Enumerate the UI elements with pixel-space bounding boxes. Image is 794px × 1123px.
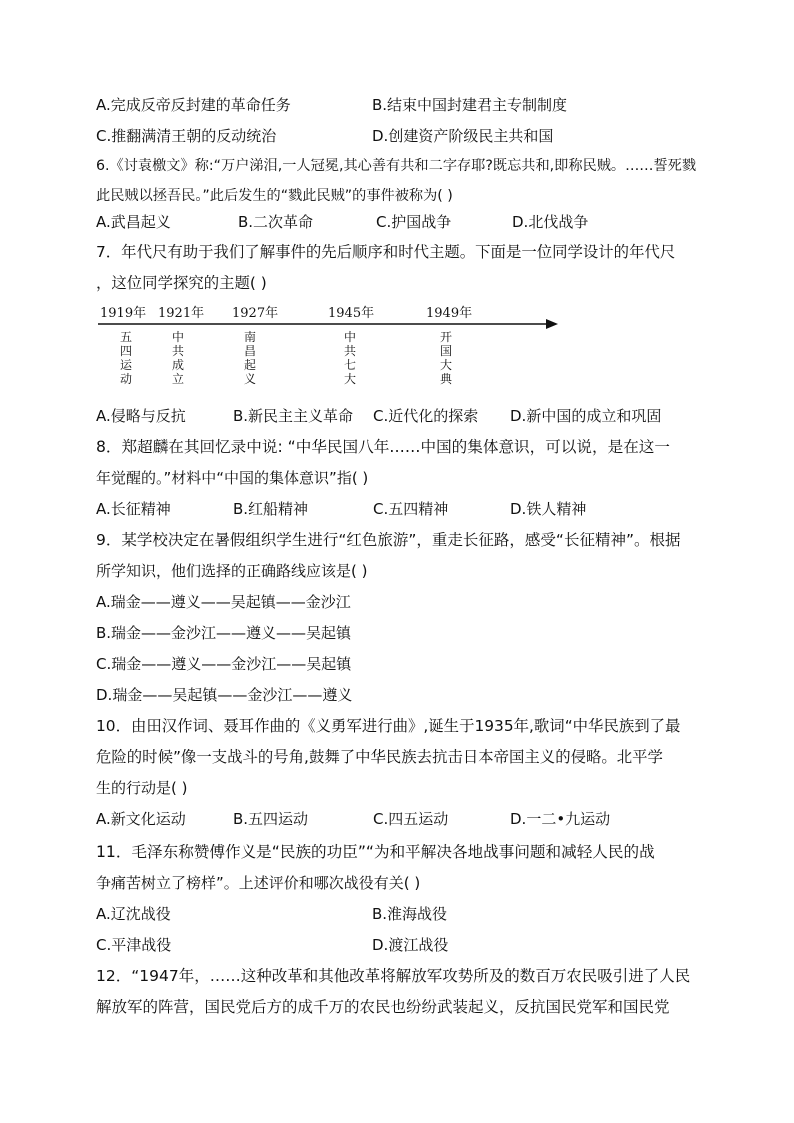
q6-stem-line2: 此民贼以拯吾民。”此后发生的“戮此民贼”的事件被称为( ) xyxy=(96,188,453,204)
q10-option-c: C.四五运动 xyxy=(373,810,449,828)
q5-option-a: A.完成反帝反封建的革命任务 xyxy=(96,96,291,114)
q6-option-d: D.北伐战争 xyxy=(512,213,589,231)
q7-stem-line2: ，这位同学探究的主题( ) xyxy=(96,274,267,292)
q9-option-d: D.瑞金——吴起镇——金沙江——遵义 xyxy=(96,686,353,704)
timeline-event: 中共成立 xyxy=(171,330,184,386)
q9-option-b: B.瑞金——金沙江——遵义——吴起镇 xyxy=(96,624,352,642)
q7-option-d: D.新中国的成立和巩固 xyxy=(510,407,662,425)
q5-option-b: B.结束中国封建君主专制制度 xyxy=(372,96,568,114)
q10-stem-line1: 10．由田汉作词、聂耳作曲的《义勇军进行曲》,诞生于1935年,歌词“中华民族到了最 xyxy=(96,717,681,735)
q10-option-a: A.新文化运动 xyxy=(96,810,186,828)
q6-option-a: A.武昌起义 xyxy=(96,213,171,231)
q11-option-c: C.平津战役 xyxy=(96,936,172,954)
q11-option-b: B.淮海战役 xyxy=(372,905,448,923)
q8-stem-line1: 8．郑超麟在其回忆录中说: “中华民国八年……中国的集体意识，可以说，是在这一 xyxy=(96,438,670,456)
q12-stem-line1: 12．“1947年，……这种改革和其他改革将解放军攻势所及的数百万农民吸引进了人民 xyxy=(96,967,691,985)
q9-stem-line1: 9．某学校决定在暑假组织学生进行“红色旅游”，重走长征路，感受“长征精神”。根据 xyxy=(96,531,681,549)
q7-option-c: C.近代化的探索 xyxy=(373,407,479,425)
q7-option-b: B.新民主主义革命 xyxy=(233,407,354,425)
q10-option-b: B.五四运动 xyxy=(233,810,309,828)
chronology-ruler xyxy=(96,300,566,400)
q11-stem-line2: 争痛苦树立了榜样”。上述评价和哪次战役有关( ) xyxy=(96,874,421,892)
q9-option-c: C.瑞金——遵义——金沙江——吴起镇 xyxy=(96,655,352,673)
timeline-year: 1949年 xyxy=(426,306,473,321)
q12-stem-line2: 解放军的阵营，国民党后方的成千万的农民也纷纷武装起义，反抗国民党军和国民党 xyxy=(96,998,670,1016)
q10-stem-line2: 危险的时候”像一支战斗的号角,鼓舞了中华民族去抗击日本帝国主义的侵略。北平学 xyxy=(96,748,663,766)
q6-option-b: B.二次革命 xyxy=(238,213,314,231)
q8-option-a: A.长征精神 xyxy=(96,500,171,518)
timeline-year: 1927年 xyxy=(232,306,279,321)
q9-stem-line2: 所学知识，他们选择的正确路线应该是( ) xyxy=(96,562,368,580)
timeline-year: 1945年 xyxy=(328,306,375,321)
timeline-event: 南昌起义 xyxy=(243,330,256,386)
q8-option-b: B.红船精神 xyxy=(233,500,309,518)
q10-stem-line3: 生的行动是( ) xyxy=(96,779,188,797)
q8-option-d: D.铁人精神 xyxy=(510,500,587,518)
q7-option-a: A.侵略与反抗 xyxy=(96,407,186,425)
q9-option-a: A.瑞金——遵义——吴起镇——金沙江 xyxy=(96,593,351,611)
q10-option-d: D.一二•九运动 xyxy=(510,810,611,828)
q8-option-c: C.五四精神 xyxy=(373,500,449,518)
timeline-year: 1919年 xyxy=(100,306,147,321)
q5-option-c: C.推翻满清王朝的反动统治 xyxy=(96,127,277,145)
q5-option-d: D.创建资产阶级民主共和国 xyxy=(372,127,554,145)
q6-option-c: C.护国战争 xyxy=(376,213,452,231)
q8-stem-line2: 年觉醒的。”材料中“中国的集体意识”指( ) xyxy=(96,469,369,487)
q11-option-d: D.渡江战役 xyxy=(372,936,449,954)
q11-stem-line1: 11．毛泽东称赞傅作义是“民族的功臣”“为和平解决各地战事问题和减轻人民的战 xyxy=(96,843,655,861)
q7-stem-line1: 7．年代尺有助于我们了解事件的先后顺序和时代主题。下面是一位同学设计的年代尺 xyxy=(96,243,676,261)
q6-stem-line1: 6.《讨袁檄文》称:“万户涕泪,一人冠冕,其心善有共和二字存耶?既忘共和,即称民贼。……誓死戮 xyxy=(96,158,697,174)
timeline-event: 中共七大 xyxy=(343,330,356,386)
timeline-event: 开国大典 xyxy=(439,330,452,386)
q11-option-a: A.辽沈战役 xyxy=(96,905,171,923)
timeline-event: 五四运动 xyxy=(119,330,132,386)
timeline-year: 1921年 xyxy=(158,306,205,321)
